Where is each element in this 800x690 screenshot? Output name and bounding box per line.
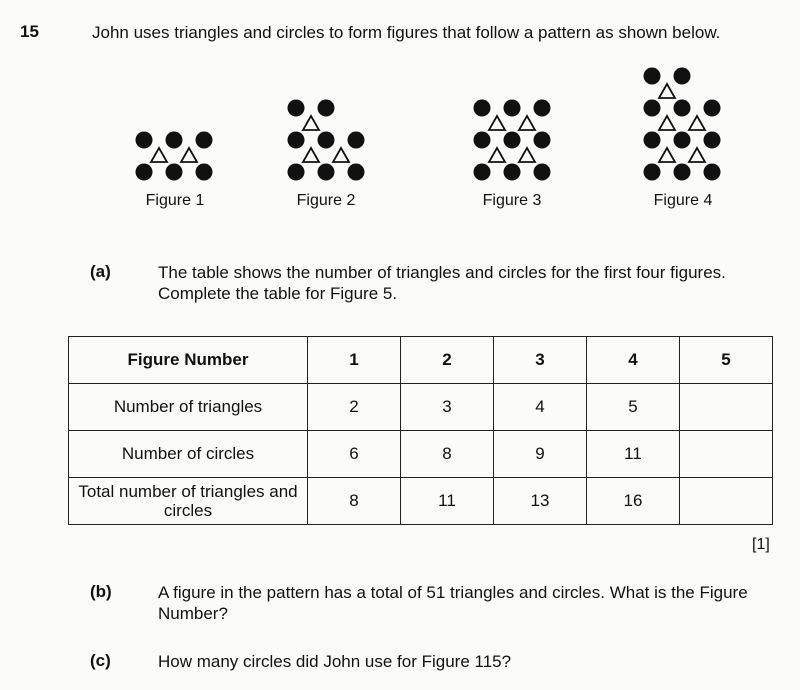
circle-shape [318,100,335,117]
circle-shape [474,164,491,181]
figure-1-diagram [130,128,220,188]
table-cell: 3 [401,384,494,431]
circle-shape [674,100,691,117]
figure-4-diagram [638,64,728,188]
triangle-shape [181,148,197,162]
triangle-shape [659,84,675,98]
circle-shape [534,132,551,149]
circle-shape [196,164,213,181]
part-b-text: A figure in the pattern has a total of 51 triangles and circles. What is the Figure Number? [158,583,748,623]
triangle-shape [489,148,505,162]
circle-shape [474,100,491,117]
table-cell: 16 [587,478,680,525]
circle-shape [644,132,661,149]
circle-shape [288,164,305,181]
marks-label: [1] [752,536,770,553]
row-label-cell: Number of circles [69,431,308,478]
table-row [69,384,773,431]
table-header-row [69,337,773,384]
circle-shape [504,132,521,149]
figure-2-diagram [282,96,372,188]
table-cell: 2 [308,384,401,431]
table-cell: 5 [587,384,680,431]
circle-shape [644,100,661,117]
circle-shape [504,164,521,181]
header-cell: 5 [680,337,773,384]
answer-cell[interactable] [680,431,773,478]
circle-shape [704,132,721,149]
header-cell: 4 [587,337,680,384]
part-b-label: (b) [90,582,112,601]
part-a-label: (a) [90,262,111,281]
answer-cell[interactable] [680,384,773,431]
triangle-shape [303,116,319,130]
triangle-shape [659,148,675,162]
triangle-shape [519,116,535,130]
circle-shape [166,132,183,149]
pattern-table [68,336,773,525]
part-a-text: The table shows the number of triangles and circles for the first four figures. Complete the table for Figure 5. [158,263,726,303]
row-label-cell: Number of triangles [69,384,308,431]
circle-shape [644,68,661,85]
circle-shape [644,164,661,181]
triangle-shape [489,116,505,130]
figure-3-diagram [468,96,558,188]
figure-2-label: Figure 2 [296,192,356,209]
figure-1-label: Figure 1 [145,192,205,209]
circle-shape [348,164,365,181]
header-cell: 3 [494,337,587,384]
table-cell: 4 [494,384,587,431]
triangle-shape [151,148,167,162]
figure-3-label: Figure 3 [482,192,542,209]
circle-shape [318,132,335,149]
table-cell: 9 [494,431,587,478]
triangle-shape [659,116,675,130]
triangle-shape [303,148,319,162]
circle-shape [288,100,305,117]
header-cell: Figure Number [69,337,308,384]
circle-shape [534,100,551,117]
circle-shape [474,132,491,149]
header-cell: 1 [308,337,401,384]
circle-shape [196,132,213,149]
circle-shape [348,132,365,149]
triangle-shape [689,116,705,130]
part-c-label: (c) [90,651,111,670]
figure-4-label: Figure 4 [653,192,713,209]
triangle-shape [333,148,349,162]
circle-shape [288,132,305,149]
question-text: John uses triangles and circles to form figures that follow a pattern as shown below. [92,23,721,42]
part-c-text: How many circles did John use for Figure 115? [158,652,512,671]
circle-shape [318,164,335,181]
header-cell: 2 [401,337,494,384]
table-cell: 11 [587,431,680,478]
table-row [69,431,773,478]
circle-shape [166,164,183,181]
table-cell: 8 [401,431,494,478]
row-label-cell: Total number of triangles and circles [69,478,308,525]
circle-shape [534,164,551,181]
triangle-shape [519,148,535,162]
table-cell: 11 [401,478,494,525]
table-row [69,478,773,525]
circle-shape [136,132,153,149]
circle-shape [136,164,153,181]
question-number: 15 [20,22,39,41]
triangle-shape [689,148,705,162]
circle-shape [674,132,691,149]
table-cell: 13 [494,478,587,525]
circle-shape [704,164,721,181]
answer-cell[interactable] [680,478,773,525]
circle-shape [504,100,521,117]
circle-shape [704,100,721,117]
table-cell: 6 [308,431,401,478]
table-cell: 8 [308,478,401,525]
circle-shape [674,164,691,181]
circle-shape [674,68,691,85]
